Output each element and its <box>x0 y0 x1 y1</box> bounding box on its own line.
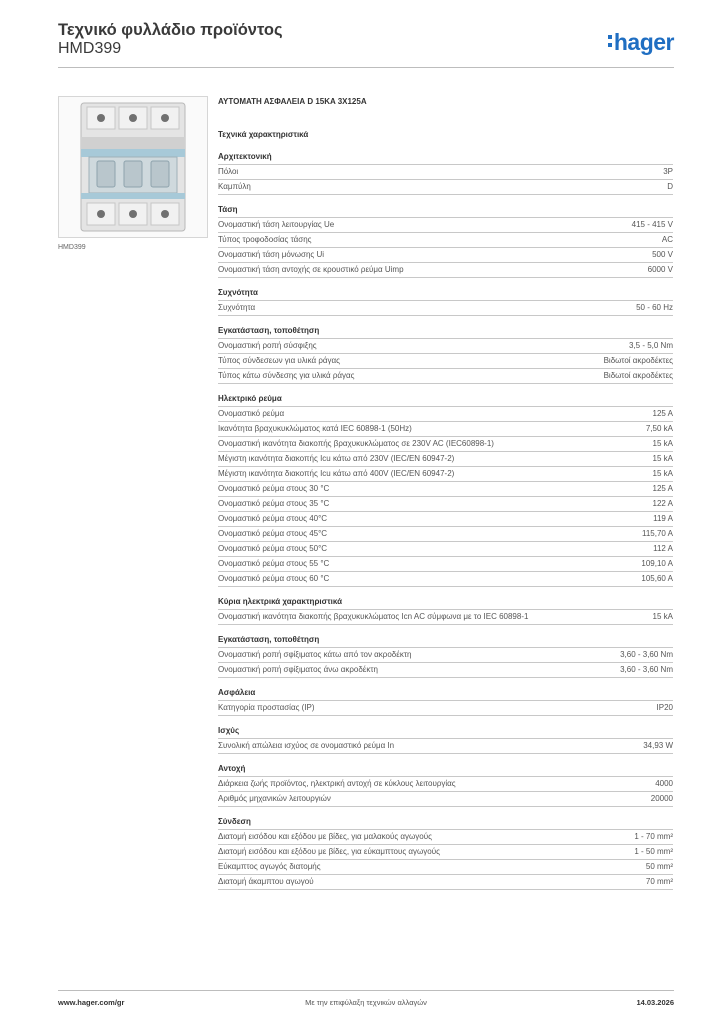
spec-row <box>218 339 673 354</box>
document-title: Τεχνικό φυλλάδιο προϊόντος <box>58 21 283 39</box>
spec-section <box>218 635 673 678</box>
spec-value: 1 - 70 mm² <box>634 832 673 841</box>
spec-section <box>218 597 673 625</box>
spec-value: 15 kA <box>652 439 673 448</box>
spec-section <box>218 688 673 716</box>
spec-row <box>218 180 673 195</box>
spec-row <box>218 467 673 482</box>
spec-row <box>218 648 673 663</box>
spec-label: Διατομή άκαμπτου αγωγού <box>218 877 314 886</box>
spec-label: Μέγιστη ικανότητα διακοπής Icu κάτω από 230V (IEC/EN 60947-2) <box>218 454 455 463</box>
spec-content <box>218 97 673 890</box>
spec-value: 109,10 A <box>641 559 673 568</box>
spec-section <box>218 152 673 195</box>
spec-row <box>218 482 673 497</box>
section-title: Συχνότητα <box>218 288 673 301</box>
spec-value: 7,50 kA <box>645 424 673 433</box>
spec-value: 122 A <box>652 499 673 508</box>
spec-value: 3,5 - 5,0 Nm <box>628 341 673 350</box>
spec-value: 3,60 - 3,60 Nm <box>620 665 673 674</box>
spec-value: 115,70 A <box>642 529 673 538</box>
spec-label: Συνολική απώλεια ισχύος σε ονομαστικό ρεύμα In <box>218 741 395 750</box>
spec-row <box>218 263 673 278</box>
spec-label: Συχνότητα <box>218 303 256 312</box>
circuit-breaker-icon <box>59 97 207 237</box>
spec-value: IP20 <box>656 703 673 712</box>
footer-disclaimer: Με την επιφύλαξη τεχνικών αλλαγών <box>305 998 427 1007</box>
spec-row <box>218 369 673 384</box>
spec-label: Ονομαστικό ρεύμα στους 30 °C <box>218 484 330 493</box>
page-footer <box>58 990 674 1010</box>
spec-value: 112 A <box>653 544 673 553</box>
spec-value: 15 kA <box>652 469 673 478</box>
spec-row <box>218 663 673 678</box>
spec-label: Διάρκεια ζωής προϊόντος, ηλεκτρική αντοχή σε κύκλους λειτουργίας <box>218 779 456 788</box>
spec-label: Εύκαμπτος αγωγός διατομής <box>218 862 321 871</box>
spec-label: Ονομαστική τάση λειτουργίας Ue <box>218 220 335 229</box>
logo-dots-icon <box>608 33 612 51</box>
spec-section <box>218 817 673 890</box>
spec-label: Αριθμός μηχανικών λειτουργιών <box>218 794 331 803</box>
spec-row <box>218 437 673 452</box>
spec-row <box>218 557 673 572</box>
footer-url[interactable]: www.hager.com/gr <box>58 998 125 1007</box>
spec-value: 3,60 - 3,60 Nm <box>620 650 673 659</box>
spec-row <box>218 777 673 792</box>
hager-logo: hager <box>608 29 674 56</box>
spec-value: 105,60 A <box>641 574 673 583</box>
product-name: ΑΥΤΟΜΑΤΗ ΑΣΦΑΛΕΙΑ D 15KA 3X125A <box>218 97 367 106</box>
spec-value: 15 kA <box>652 612 673 621</box>
spec-section <box>218 326 673 384</box>
spec-row <box>218 248 673 263</box>
spec-value: 70 mm² <box>645 877 673 886</box>
spec-section <box>218 726 673 754</box>
spec-value: Βιδωτοί ακροδέκτες <box>603 371 673 380</box>
spec-section <box>218 394 673 587</box>
spec-section <box>218 764 673 807</box>
spec-label: Ονομαστικό ρεύμα στους 50°C <box>218 544 328 553</box>
product-image <box>58 96 208 238</box>
spec-row <box>218 512 673 527</box>
spec-value: 15 kA <box>652 454 673 463</box>
spec-row <box>218 875 673 890</box>
spec-value: 125 A <box>652 409 673 418</box>
spec-row <box>218 572 673 587</box>
spec-value: Βιδωτοί ακροδέκτες <box>603 356 673 365</box>
spec-label: Τύπος σύνδεσεων για υλικά ράγας <box>218 356 340 365</box>
spec-value: 50 - 60 Hz <box>636 303 673 312</box>
spec-row <box>218 845 673 860</box>
spec-label: Πόλοι <box>218 167 239 176</box>
footer-date: 14.03.2026 <box>636 998 674 1007</box>
spec-row <box>218 407 673 422</box>
spec-value: 500 V <box>652 250 673 259</box>
section-title: Τάση <box>218 205 673 218</box>
spec-label: Ονομαστικό ρεύμα στους 60 °C <box>218 574 330 583</box>
spec-row <box>218 701 673 716</box>
footer-divider <box>58 990 674 991</box>
spec-label: Τύπος τροφοδοσίας τάσης <box>218 235 312 244</box>
section-title: Εγκατάσταση, τοποθέτηση <box>218 635 673 648</box>
header-divider <box>58 67 674 68</box>
section-title: Ισχύς <box>218 726 673 739</box>
spec-label: Ονομαστική τάση αντοχής σε κρουστικό ρεύμα Uimp <box>218 265 404 274</box>
spec-row <box>218 218 673 233</box>
spec-row <box>218 542 673 557</box>
spec-label: Ονομαστικό ρεύμα στους 35 °C <box>218 499 330 508</box>
spec-row <box>218 792 673 807</box>
tech-specs-heading: Τεχνικά χαρακτηριστικά <box>218 130 309 139</box>
spec-row <box>218 830 673 845</box>
spec-label: Ονομαστική ικανότητα διακοπής βραχυκυκλώματος Icn AC σύμφωνα με το IEC 60898-1 <box>218 612 529 621</box>
spec-sections <box>218 152 673 890</box>
spec-value: 125 A <box>652 484 673 493</box>
spec-label: Ονομαστική ροπή σφίξιματος κάτω από τον ακροδέκτη <box>218 650 412 659</box>
spec-section <box>218 288 673 316</box>
section-title: Σύνδεση <box>218 817 673 830</box>
section-title: Ασφάλεια <box>218 688 673 701</box>
spec-label: Ονομαστική ροπή σφίξιματος άνω ακροδέκτη <box>218 665 378 674</box>
product-code: HMD399 <box>58 40 122 57</box>
spec-label: Καμπύλη <box>218 182 251 191</box>
spec-value: 1 - 50 mm² <box>634 847 673 856</box>
spec-label: Διατομή εισόδου και εξόδου με βίδες, για μαλακούς αγωγούς <box>218 832 432 841</box>
spec-value: 6000 V <box>647 265 673 274</box>
spec-label: Διατομή εισόδου και εξόδου με βίδες, για εύκαμπτους αγωγούς <box>218 847 440 856</box>
image-caption: HMD399 <box>58 244 86 251</box>
spec-value: 50 mm² <box>645 862 673 871</box>
spec-label: Ονομαστικό ρεύμα στους 45°C <box>218 529 328 538</box>
spec-row <box>218 497 673 512</box>
spec-label: Κατηγορία προστασίας (IP) <box>218 703 315 712</box>
section-title: Κύρια ηλεκτρικά χαρακτηριστικά <box>218 597 673 610</box>
spec-row <box>218 233 673 248</box>
section-title: Εγκατάσταση, τοποθέτηση <box>218 326 673 339</box>
spec-row <box>218 422 673 437</box>
spec-label: Ικανότητα βραχυκυκλώματος κατά IEC 60898-1 (50Hz) <box>218 424 412 433</box>
spec-value: D <box>667 182 673 191</box>
spec-value: AC <box>661 235 673 244</box>
spec-row <box>218 860 673 875</box>
spec-row <box>218 527 673 542</box>
spec-label: Ονομαστική ροπή σύσφιξης <box>218 341 317 350</box>
spec-value: 20000 <box>650 794 673 803</box>
spec-row <box>218 610 673 625</box>
spec-row <box>218 354 673 369</box>
spec-label: Μέγιστη ικανότητα διακοπής Icu κάτω από 400V (IEC/EN 60947-2) <box>218 469 455 478</box>
spec-label: Ονομαστική τάση μόνωσης Ui <box>218 250 325 259</box>
spec-row <box>218 739 673 754</box>
spec-label: Ονομαστική ικανότητα διακοπής βραχυκυκλώματος σε 230V AC (IEC60898-1) <box>218 439 494 448</box>
page-header <box>58 20 674 70</box>
spec-value: 3P <box>663 167 673 176</box>
spec-value: 119 A <box>653 514 673 523</box>
spec-section <box>218 205 673 278</box>
spec-label: Ονομαστικό ρεύμα στους 40°C <box>218 514 328 523</box>
spec-row <box>218 165 673 180</box>
spec-row <box>218 301 673 316</box>
spec-label: Ονομαστικό ρεύμα στους 55 °C <box>218 559 330 568</box>
spec-label: Τύπος κάτω σύνδεσης για υλικά ράγας <box>218 371 355 380</box>
spec-value: 4000 <box>655 779 673 788</box>
spec-value: 415 - 415 V <box>631 220 673 229</box>
section-title: Αρχιτεκτονική <box>218 152 673 165</box>
spec-value: 34,93 W <box>643 741 673 750</box>
spec-label: Ονομαστικό ρεύμα <box>218 409 285 418</box>
section-title: Αντοχή <box>218 764 673 777</box>
section-title: Ηλεκτρικό ρεύμα <box>218 394 673 407</box>
spec-row <box>218 452 673 467</box>
